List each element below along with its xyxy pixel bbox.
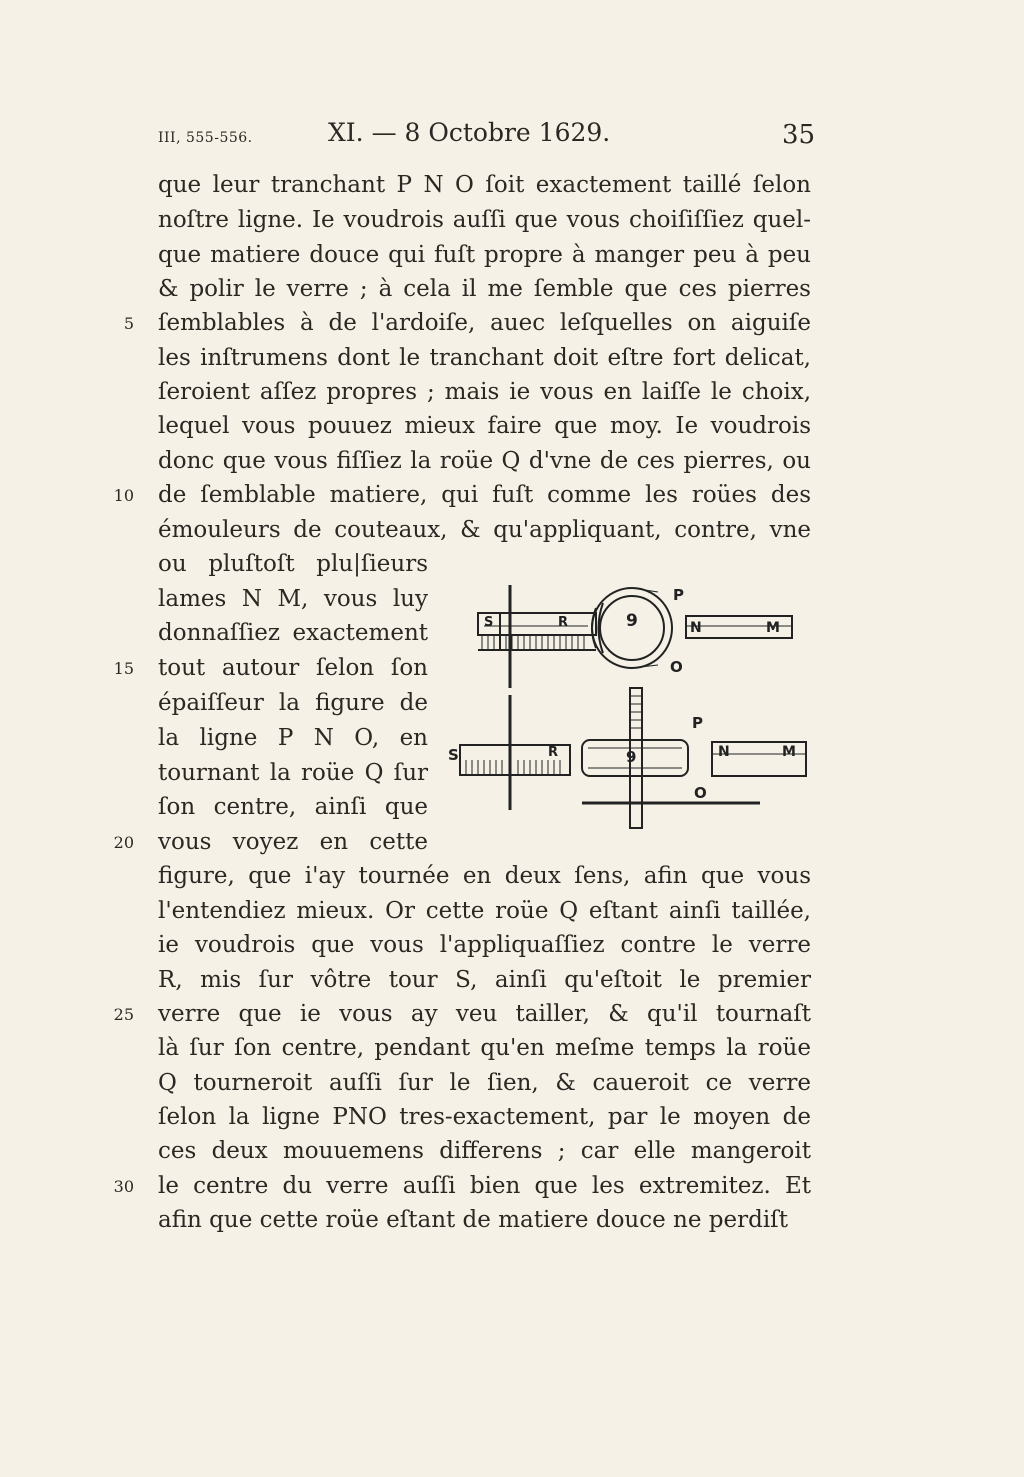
- text-line: que leur tranchant P N O ſoit exactement taillé ſelon: [158, 172, 811, 198]
- text-line: lames N M, vous luy: [158, 586, 428, 612]
- line-number: 10: [113, 486, 134, 505]
- text-line: noſtre ligne. Ie voudrois auſſi que vous choiſiſſiez quel-: [158, 207, 811, 233]
- figure-label-q: 9: [626, 748, 637, 766]
- figure-label-s: S: [484, 615, 494, 630]
- lens-grinding-figure: [448, 570, 808, 840]
- text-line: ces deux mouuemens differens ; car elle mangeroit: [158, 1138, 811, 1164]
- text-line: ſon centre, ainſi que: [158, 794, 428, 820]
- figure-label-o: O: [694, 784, 707, 802]
- text-line: ſelon la ligne PNO tres-exactement, par le moyen de: [158, 1104, 811, 1130]
- line-number: 30: [113, 1177, 134, 1196]
- text-line: lequel vous pouuez mieux faire que moy. Ie voudrois: [158, 413, 811, 439]
- figure-label-o: O: [670, 658, 683, 676]
- figure-label-q: 9: [626, 611, 638, 631]
- text-line: ſeroient aſſez propres ; mais ie vous en laiſſe le choix,: [158, 379, 811, 405]
- text-line: ie voudrois que vous l'appliquaſſiez contre le verre: [158, 932, 811, 958]
- page-number: 35: [782, 120, 816, 150]
- text-line: Q tourneroit auſſi ſur le ſien, & caueroit ce verre: [158, 1070, 811, 1096]
- figure-label-p: P: [692, 714, 703, 732]
- text-line: & polir le verre ; à cela il me ſemble que ces pierres: [158, 276, 811, 302]
- text-line: tout autour ſelon ſon: [158, 655, 428, 681]
- text-line: ou pluſtoſt plu|ſieurs: [158, 551, 428, 577]
- text-line: l'entendiez mieux. Or cette roüe Q eſtant ainſi taillée,: [158, 898, 811, 924]
- figure-label-m: M: [766, 620, 780, 636]
- text-line: de ſemblable matiere, qui fuſt comme les roües des: [158, 482, 811, 508]
- volume-reference: III, 555-556.: [158, 130, 253, 146]
- text-line: R, mis ſur vôtre tour S, ainſi qu'eſtoit le premier: [158, 967, 811, 993]
- figure-label-s: S: [448, 746, 459, 764]
- line-number: 20: [113, 833, 134, 852]
- line-number: 25: [113, 1005, 134, 1024]
- text-line: émouleurs de couteaux, & qu'appliquant, contre, vne: [158, 517, 811, 543]
- text-line: tournant la roüe Q ſur: [158, 760, 428, 786]
- text-line: les inſtrumens dont le tranchant doit eſtre fort delicat,: [158, 345, 811, 371]
- line-number: 15: [113, 659, 134, 678]
- text-line: la ligne P N O, en: [158, 725, 428, 751]
- text-line: là ſur ſon centre, pendant qu'en meſme temps la roüe: [158, 1035, 811, 1061]
- text-line: afin que cette roüe eſtant de matiere douce ne perdiſt: [158, 1207, 788, 1233]
- running-header: [0, 118, 1024, 158]
- figure-label-n: N: [718, 744, 730, 760]
- text-line: verre que ie vous ay veu tailler, & qu'il tournaſt: [158, 1001, 811, 1027]
- figure-label-r: R: [558, 615, 569, 630]
- text-line: donc que vous fiſſiez la roüe Q d'vne de ces pierres, ou: [158, 448, 811, 474]
- text-line: donnaſſiez exactement: [158, 620, 428, 646]
- letter-title: XI. — 8 Octobre 1629.: [328, 118, 611, 147]
- text-line: vous voyez en cette: [158, 829, 428, 855]
- figure-label-p: P: [673, 586, 684, 604]
- text-line: ſemblables à de l'ardoiſe, auec leſquelles on aiguiſe: [158, 310, 811, 336]
- text-line: le centre du verre auſſi bien que les extremitez. Et: [158, 1173, 811, 1199]
- text-line: épaiſſeur la figure de: [158, 690, 428, 716]
- figure-label-n: N: [690, 620, 702, 636]
- text-line: que matiere douce qui fuſt propre à manger peu à peu: [158, 242, 811, 268]
- text-line: figure, que i'ay tournée en deux ſens, afin que vous: [158, 863, 811, 889]
- figure-label-r: R: [548, 745, 559, 760]
- figure-label-m: M: [782, 744, 796, 760]
- line-number: 5: [123, 314, 134, 333]
